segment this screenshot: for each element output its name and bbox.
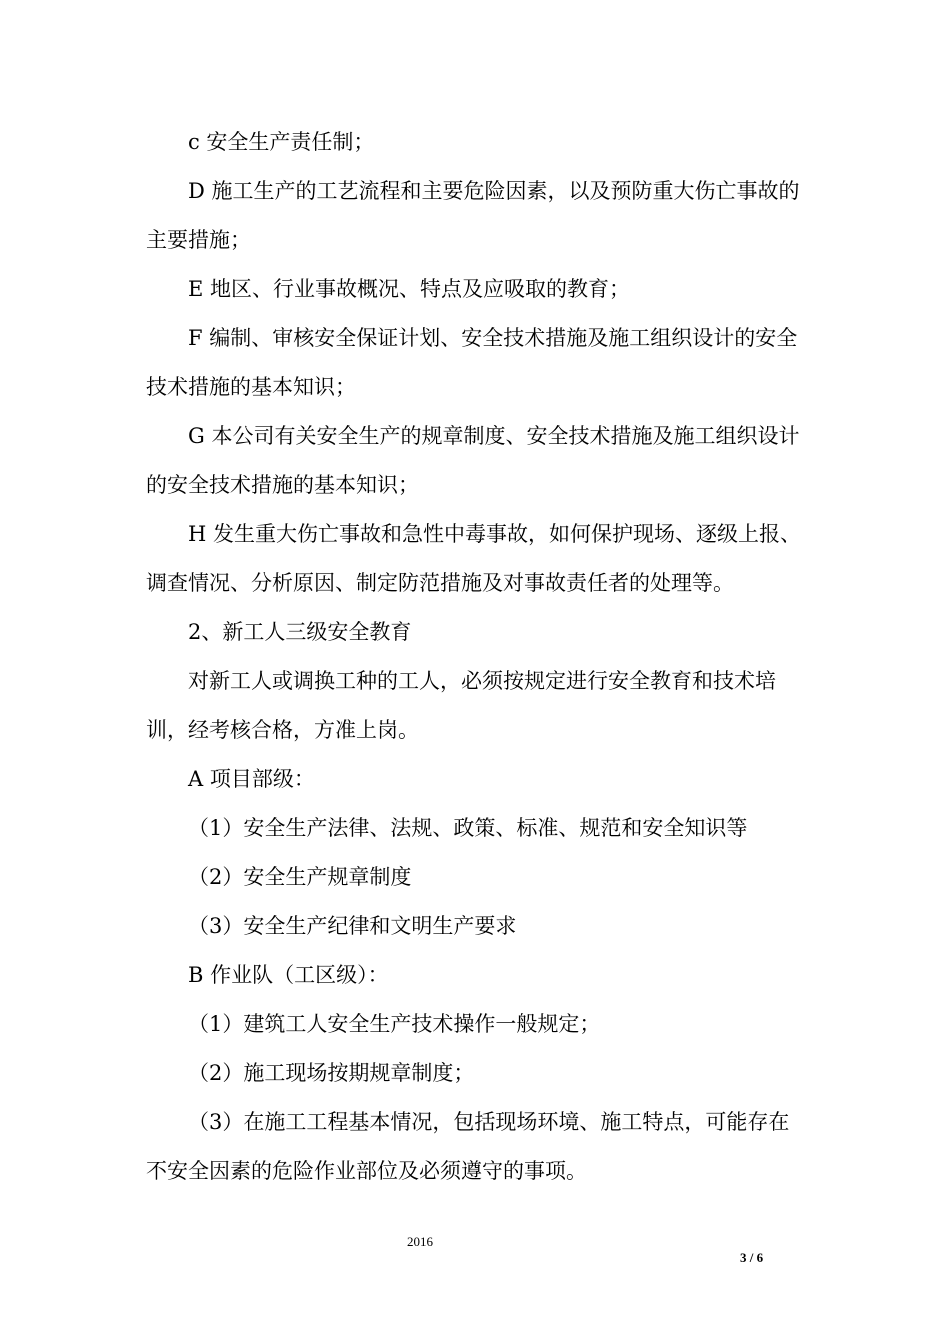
footer-year: 2016 xyxy=(407,1234,433,1249)
paragraph-e: E 地区、行业事故概况、特点及应吸取的教育； xyxy=(188,277,631,301)
paragraph-c: c 安全生产责任制； xyxy=(188,130,375,154)
subheading-project-level: A 项目部级： xyxy=(188,767,315,791)
paragraph-d: D 施工生产的工艺流程和主要危险因素，以及预防重大伤亡事故的主要措施； xyxy=(146,179,800,252)
document-body xyxy=(146,118,810,1196)
list-item-project-3: （3）安全生产纪律和文明生产要求 xyxy=(188,914,517,938)
paragraph-new-worker-intro: 对新工人或调换工种的工人，必须按规定进行安全教育和技术培训，经考核合格，方准上岗。 xyxy=(146,669,776,742)
section-heading-new-worker-education: 2、新工人三级安全教育 xyxy=(188,620,412,644)
list-item-team-1: （1）建筑工人安全生产技术操作一般规定； xyxy=(188,1012,601,1036)
list-item-project-2: （2）安全生产规章制度 xyxy=(188,865,412,889)
subheading-team-level: B 作业队（工区级）： xyxy=(188,963,389,987)
paragraph-f: F 编制、审核安全保证计划、安全技术措施及施工组织设计的安全技术措施的基本知识； xyxy=(146,326,798,399)
paragraph-g: G 本公司有关安全生产的规章制度、安全技术措施及施工组织设计的安全技术措施的基本知识； xyxy=(146,424,800,497)
list-item-team-3: （3）在施工工程基本情况，包括现场环境、施工特点，可能存在不安全因素的危险作业部位及必须遵守的事项。 xyxy=(146,1110,790,1183)
list-item-team-2: （2）施工现场按期规章制度； xyxy=(188,1061,475,1085)
list-item-project-1: （1）安全生产法律、法规、政策、标准、规范和安全知识等 xyxy=(188,816,748,840)
page-number: 3 / 6 xyxy=(740,1250,764,1265)
paragraph-h: H 发生重大伤亡事故和急性中毒事故，如何保护现场、逐级上报、调查情况、分析原因、制定防范措施及对事故责任者的处理等。 xyxy=(146,522,801,595)
